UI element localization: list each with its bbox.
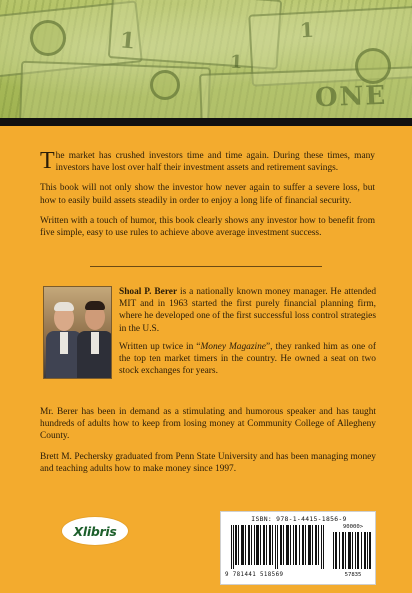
author-hair-left xyxy=(54,302,74,311)
bill-numeral-image: 1 xyxy=(118,27,137,55)
description-paragraph-2: This book will not only show the investor how never again to suffer a severe loss, but how to easily build assets steadily in order to enjoy a long life of financial security. xyxy=(40,183,375,206)
section-divider xyxy=(90,266,322,267)
barcode-addon-number: 57835 xyxy=(344,572,362,578)
bio-paragraph-3: Mr. Berer has been in demand as a stimulating and humorous speaker and has taught hundreds of adults how to keep from losing money at Community College of Allegheny County. xyxy=(40,407,376,442)
bio-paragraph-1 xyxy=(119,286,376,335)
intro-text: he market has crushed investors time and time again. During these times, many investors have lost over half their investment assets and retirement savings. xyxy=(55,151,375,174)
bio-paragraph-2-text-a: Written up twice in “ xyxy=(119,341,201,352)
author-name: Shoal P. Berer xyxy=(119,287,178,297)
bio-paragraph-1-text: is a nationally known money manager. He attended MIT and in 1963 started the first purely financial planning firm, where he developed one of the first successful loss control strategies in the U.S. xyxy=(119,287,377,334)
bill-numeral-image: 1 xyxy=(299,17,315,43)
shirt-left xyxy=(60,332,68,354)
isbn-barcode xyxy=(220,511,376,585)
author-bio-continued xyxy=(40,406,376,483)
drop-cap: T xyxy=(40,148,55,174)
bill-numeral-image: 1 xyxy=(229,51,244,74)
isbn-text: ISBN: 978-1-4415-1856-9 xyxy=(251,515,347,523)
barcode-number: 9 781441 518569 xyxy=(225,572,284,578)
bio-paragraph-4: Brett M. Pechersky graduated from Penn State University and has been managing money and teaching adults how to make money since 1997. xyxy=(40,451,376,474)
author-hair-right xyxy=(85,301,105,310)
bio-paragraph-2 xyxy=(119,341,376,378)
price-code: 90000> xyxy=(342,524,364,530)
bill-word-one-image: ONE xyxy=(314,80,388,114)
treasury-seal-image xyxy=(150,70,180,100)
publisher-logo xyxy=(62,517,128,545)
author-photo xyxy=(43,286,112,379)
money-photo-banner xyxy=(0,0,412,124)
description-paragraph-3: Written with a touch of humor, this book clearly shows any investor how to benefit from five simple, easy to use rules to achieve above average investment success. xyxy=(40,215,375,239)
intro-paragraph xyxy=(40,150,375,174)
barcode-addon-bars xyxy=(333,532,371,569)
bio-paragraph-2-text-b: ”, they ranked him as one of the top ten market timers in the country. He owned a seat on two stock exchanges for years. xyxy=(119,341,376,377)
barcode-bars xyxy=(231,525,327,569)
treasury-seal-image xyxy=(30,20,66,56)
dollar-bill-image xyxy=(19,61,211,124)
treasury-seal-image xyxy=(355,48,391,84)
black-divider-band xyxy=(0,118,412,126)
book-description xyxy=(40,150,375,247)
shirt-right xyxy=(91,332,99,354)
author-bio xyxy=(119,286,376,383)
magazine-title: Money Magazine xyxy=(200,341,266,352)
publisher-logo-text: Xlibris xyxy=(73,523,117,539)
